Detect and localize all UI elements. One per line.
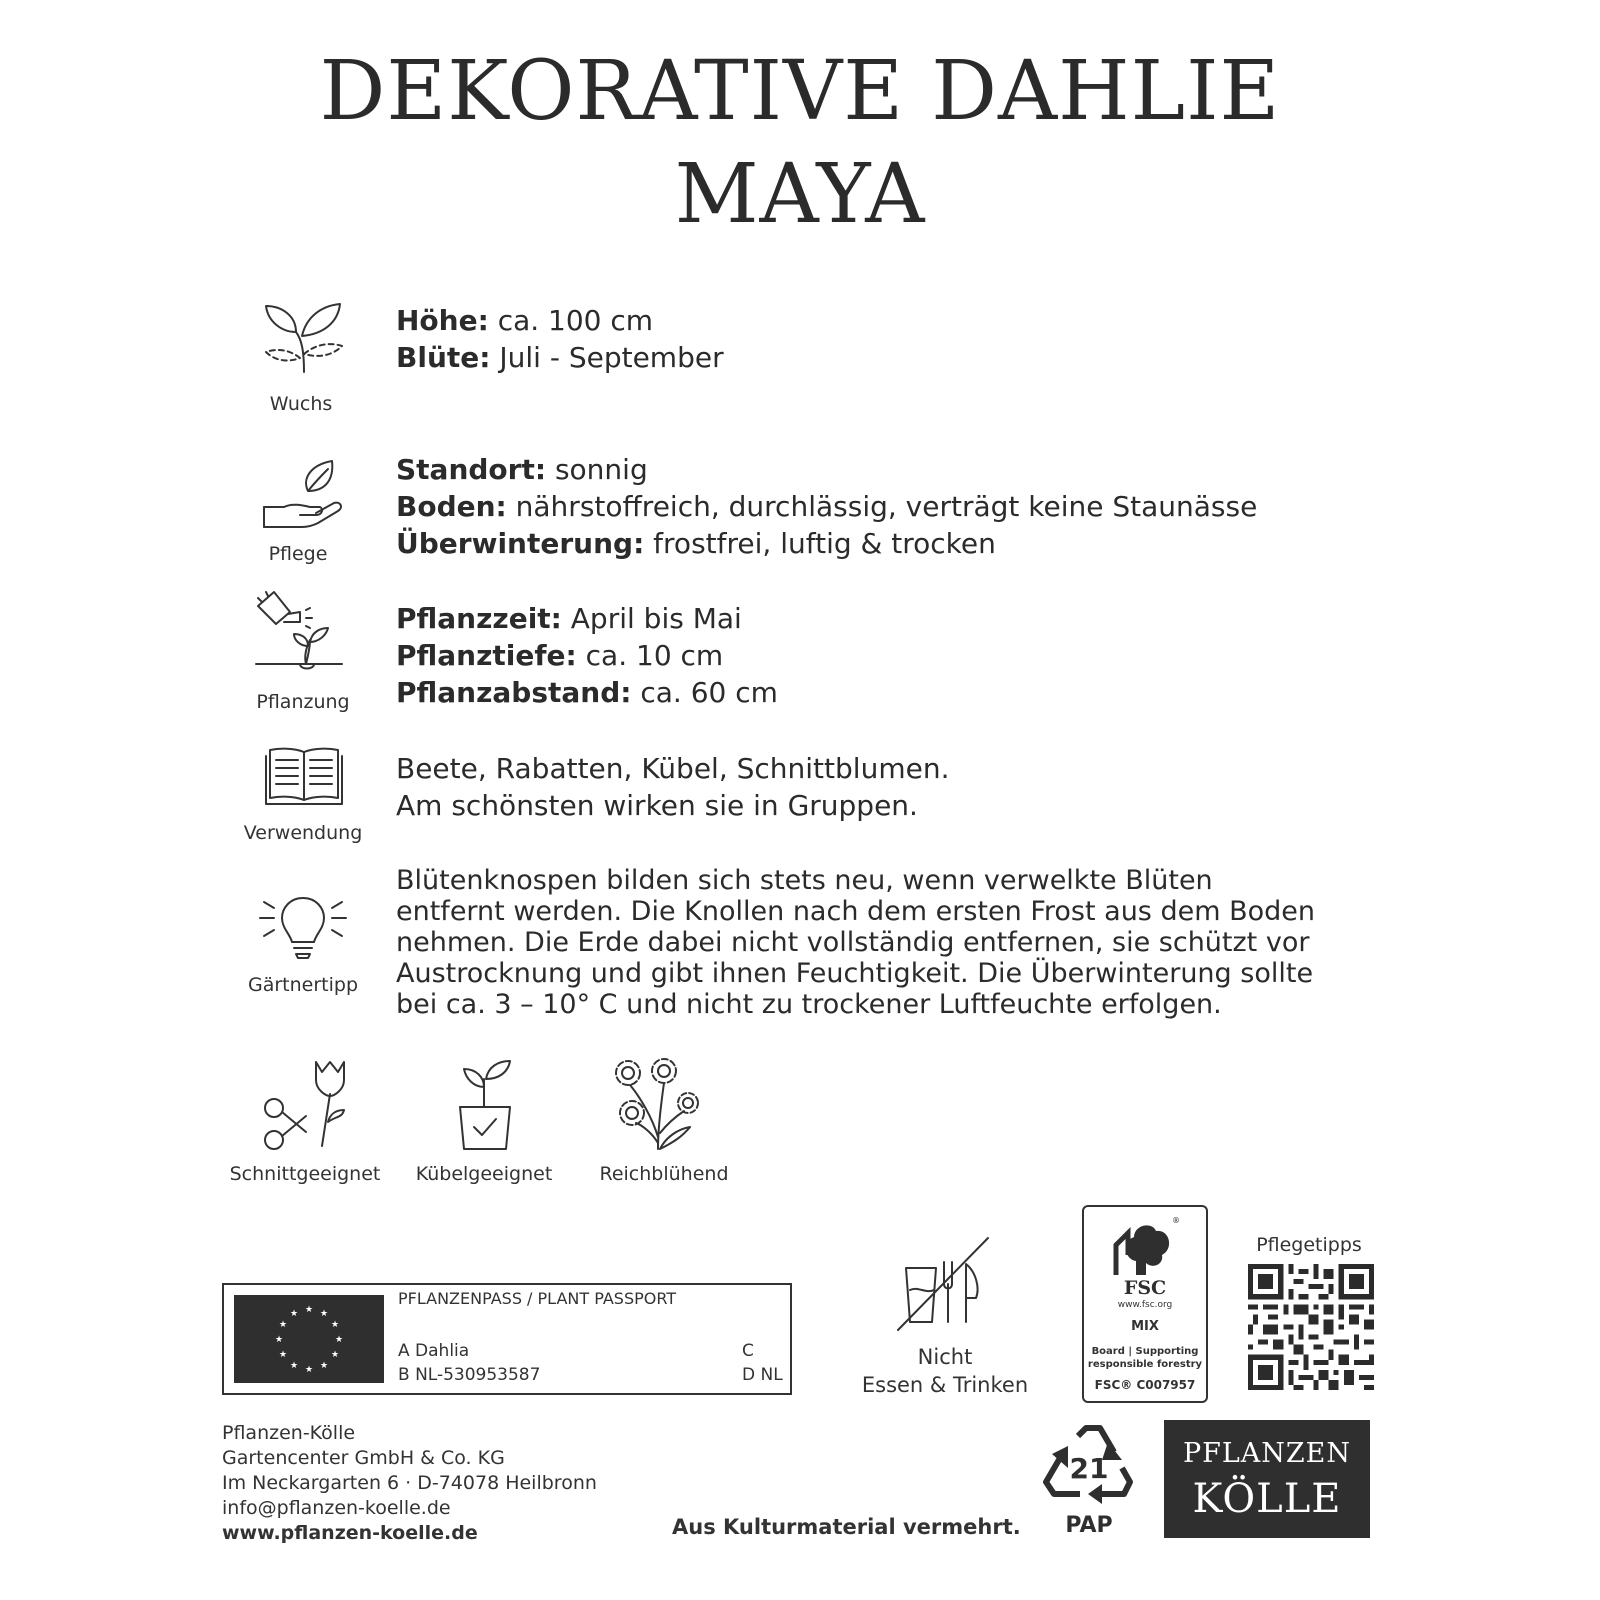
passport-field-b: B NL-530953587 [398, 1365, 541, 1385]
feature-caption-schnitt: Schnittgeeignet [229, 1163, 381, 1185]
section-caption-wuchs: Wuchs [269, 393, 333, 415]
svg-text:★: ★ [319, 1309, 329, 1319]
svg-text:★: ★ [304, 1305, 314, 1315]
fsc-tree-icon [1112, 1215, 1178, 1277]
svg-text:★: ★ [278, 1350, 288, 1360]
recycling-icon [1040, 1424, 1138, 1512]
text-line: Blütenknospen bilden sich stets neu, wenn verwelkte Blüten [396, 865, 1213, 896]
culture-note: Aus Kulturmaterial vermehrt. [672, 1515, 1021, 1539]
text-line: Pflanzabstand: ca. 60 cm [396, 676, 778, 709]
fsc-url: www.fsc.org [1117, 1300, 1173, 1310]
potted-plant-check-icon [448, 1057, 522, 1151]
section-text-verwendung [396, 750, 949, 824]
product-title-line1: DEKORATIVE DAHLIE [319, 44, 1281, 139]
brand-line2: KÖLLE [1192, 1476, 1342, 1522]
plant-passport-box [222, 1283, 792, 1395]
passport-title: PFLANZENPASS / PLANT PASSPORT [398, 1289, 677, 1308]
svg-text:★: ★ [278, 1320, 288, 1330]
company-address: Pflanzen-Kölle Gartencenter GmbH & Co. KG Im Neckargarten 6 · D-74078 Heilbronn info@pflanzen-koelle.de www.pflanzen-koelle.de [222, 1422, 597, 1544]
text-line: bei ca. 3 – 10° C und nicht zu trockener Luftfeuchte erfolgen. [396, 989, 1222, 1020]
text-line: Höhe: ca. 100 cm [396, 304, 654, 337]
hand-leaf-icon [262, 457, 346, 531]
passport-field-c: C [742, 1341, 754, 1361]
text-line: Pflanzzeit: April bis Mai [396, 602, 742, 635]
qr-code-icon[interactable] [1248, 1264, 1374, 1390]
text-line: Blüte: Juli - September [396, 341, 724, 374]
product-title-line2: MAYA [674, 147, 926, 242]
recycling-number: 21 [1069, 1452, 1109, 1485]
svg-text:★: ★ [330, 1320, 340, 1330]
text-line: entfernt werden. Die Knollen nach dem ersten Frost aus dem Boden [396, 896, 1315, 927]
svg-text:★: ★ [304, 1365, 314, 1375]
svg-text:★: ★ [319, 1361, 329, 1371]
fsc-code: FSC® C007957 [1094, 1378, 1196, 1392]
text-line: Beete, Rabatten, Kübel, Schnittblumen. [396, 752, 950, 785]
brand-line1: PFLANZEN [1182, 1438, 1352, 1469]
section-caption-pflege: Pflege [268, 543, 328, 565]
text-line: Standort: sonnig [396, 453, 648, 486]
open-book-icon [264, 744, 344, 808]
feature-caption-kuebel: Kübelgeeignet [415, 1163, 553, 1185]
fsc-mix: MIX [1131, 1319, 1159, 1334]
company-name: Pflanzen-Kölle [222, 1422, 356, 1444]
eu-flag-icon [234, 1295, 384, 1383]
no-food-icon [896, 1232, 992, 1332]
text-line: Austrocknung und gibt ihnen Feuchtigkeit. Die Überwinterung sollte [396, 958, 1314, 989]
svg-text:★: ★ [330, 1350, 340, 1360]
svg-text:®: ® [1172, 1216, 1180, 1225]
flowers-icon [612, 1057, 706, 1151]
section-text-pflanzung [396, 600, 778, 711]
passport-field-a: A Dahlia [398, 1341, 470, 1361]
not-food-text: Nicht Essen & Trinken [861, 1345, 1029, 1397]
fsc-label [1082, 1205, 1208, 1403]
text-line: nehmen. Die Erde dabei nicht vollständig entfernen, sie schützt vor [396, 927, 1310, 958]
fsc-claim: Board | Supporting responsible forestry [1087, 1346, 1203, 1370]
company-email: info@pflanzen-koelle.de [222, 1497, 451, 1519]
section-text-gaertnertipp [396, 865, 1376, 1020]
brand-logo [1164, 1420, 1370, 1538]
feature-caption-reichbluehend: Reichblühend [599, 1163, 729, 1185]
qr-caption: Pflegetipps [1256, 1234, 1362, 1256]
section-caption-gaertnertipp: Gärtnertipp [247, 974, 359, 996]
svg-text:★: ★ [334, 1335, 344, 1345]
scissors-tulip-icon [260, 1058, 350, 1150]
plant-growth-icon [256, 292, 348, 376]
text-line: Pflanztiefe: ca. 10 cm [396, 639, 724, 672]
section-caption-pflanzung: Pflanzung [256, 691, 350, 713]
svg-text:★: ★ [289, 1309, 299, 1319]
company-website: www.pflanzen-koelle.de [222, 1522, 478, 1544]
text-line: Überwinterung: frostfrei, luftig & trocken [396, 527, 996, 560]
text-line: Boden: nährstoffreich, durchlässig, verträgt keine Staunässe [396, 490, 1258, 523]
section-text-wuchs [396, 302, 724, 376]
section-caption-verwendung: Verwendung [243, 822, 363, 844]
fsc-name: FSC [1123, 1277, 1167, 1299]
recycling-code: PAP [1065, 1513, 1113, 1538]
svg-text:★: ★ [289, 1361, 299, 1371]
text-line: Am schönsten wirken sie in Gruppen. [396, 789, 918, 822]
section-text-pflege [396, 451, 1257, 562]
svg-text:★: ★ [274, 1335, 284, 1345]
watering-can-icon [254, 588, 350, 676]
light-bulb-icon [258, 892, 348, 964]
passport-field-d: D NL [742, 1365, 783, 1385]
